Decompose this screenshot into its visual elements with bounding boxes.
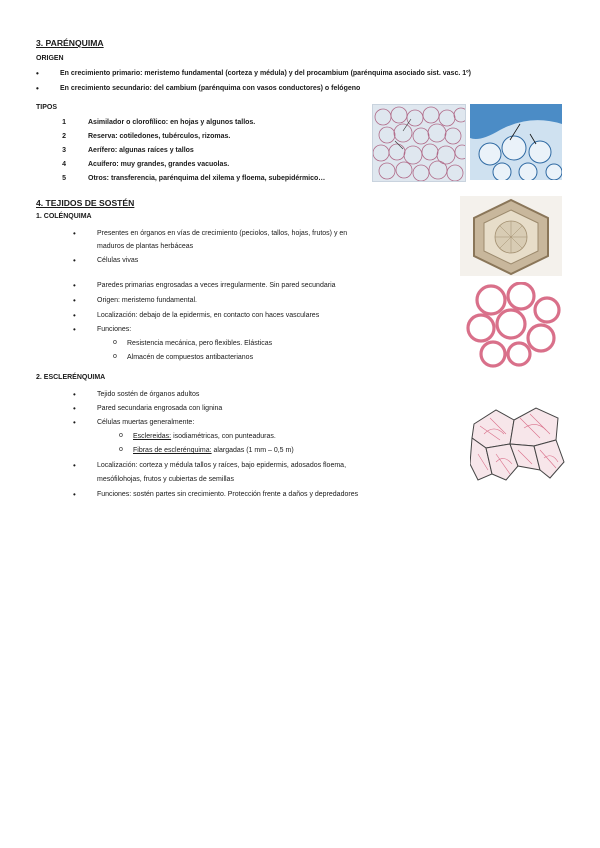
parenchyma-micrograph-image xyxy=(372,104,466,182)
sclereids-cells-image xyxy=(470,404,566,482)
colenquima-item: • Células vivas xyxy=(97,256,138,265)
collenchyma-cells-image xyxy=(463,282,563,368)
origen-item: • En crecimiento secundario: del cambium (parénquima con vasos conductores) o felógeno xyxy=(60,84,360,93)
section-title-sosten: 4. TEJIDOS DE SOSTÉN xyxy=(36,198,135,208)
parenchyma-stained-micrograph-image xyxy=(470,104,562,180)
colenquima-item: • Origen: meristemo fundamental. xyxy=(97,296,197,305)
colenquima-item: • Presentes en órganos en vías de crecimiento (peciolos, tallos, hojas, frutos) y en xyxy=(97,229,347,238)
tipo-item: 3 Aerífero: algunas raíces y tallos xyxy=(62,147,194,154)
colenquima-item-continued: maduros de plantas herbáceas xyxy=(97,243,194,250)
tipo-item: 4 Acuífero: muy grandes, grandes vacuolas. xyxy=(62,161,230,168)
esclerenquima-item: • Funciones: sostén partes sin crecimiento. Protección frente a daños y depredadores xyxy=(97,490,358,499)
tipo-item: 1 Asimilador o clorofílico: en hojas y algunos tallos. xyxy=(62,119,256,126)
colenquima-item: • Paredes primarias engrosadas a veces irregularmente. Sin pared secundaria xyxy=(97,281,336,290)
esclerenquima-sub-item: o Esclereidas: isodiamétricas, con punteaduras. xyxy=(133,432,276,441)
esclerenquima-sub-item: o Fibras de esclerénquima: alargadas (1 mm – 0,5 m) xyxy=(133,446,294,455)
tipos-heading: TIPOS xyxy=(36,104,58,111)
esclerenquima-item: • Células muertas generalmente: xyxy=(97,418,194,427)
section-title-parenquima: 3. PARÉNQUIMA xyxy=(36,38,104,48)
esclerenquima-item-continued: mesófilohojas, frutos y cubiertas de semillas xyxy=(97,476,234,483)
esclerenquima-item: • Localización: corteza y médula tallos y raíces, bajo epidermis, adosados floema, xyxy=(97,461,346,470)
esclerenquima-heading: 2. ESCLERÉNQUIMA xyxy=(36,374,106,381)
colenquima-sub-item: o Almacén de compuestos antibacterianos xyxy=(127,353,253,362)
colenquima-heading: 1. COLÉNQUIMA xyxy=(36,213,92,220)
esclerenquima-item: • Pared secundaria engrosada con lignina xyxy=(97,404,222,413)
origen-heading: ORIGEN xyxy=(36,55,64,62)
colenquima-sub-item: o Resistencia mecánica, pero flexibles. Elásticas xyxy=(127,339,272,348)
collenchyma-stem-section-image xyxy=(460,196,562,276)
tipo-item: 5 Otros: transferencia, parénquima del xilema y floema, subepidérmico… xyxy=(62,175,326,182)
tipo-item: 2 Reserva: cotiledones, tubérculos, rizomas. xyxy=(62,133,231,140)
colenquima-item: • Funciones: xyxy=(97,325,131,334)
esclerenquima-item: • Tejido sostén de órganos adultos xyxy=(97,390,199,399)
origen-item: • En crecimiento primario: meristemo fundamental (corteza y médula) y del procambium (parénquima asociado sist. vasc. 1º) xyxy=(60,69,471,78)
colenquima-item: • Localización: debajo de la epidermis, en contacto con haces vasculares xyxy=(97,311,319,320)
